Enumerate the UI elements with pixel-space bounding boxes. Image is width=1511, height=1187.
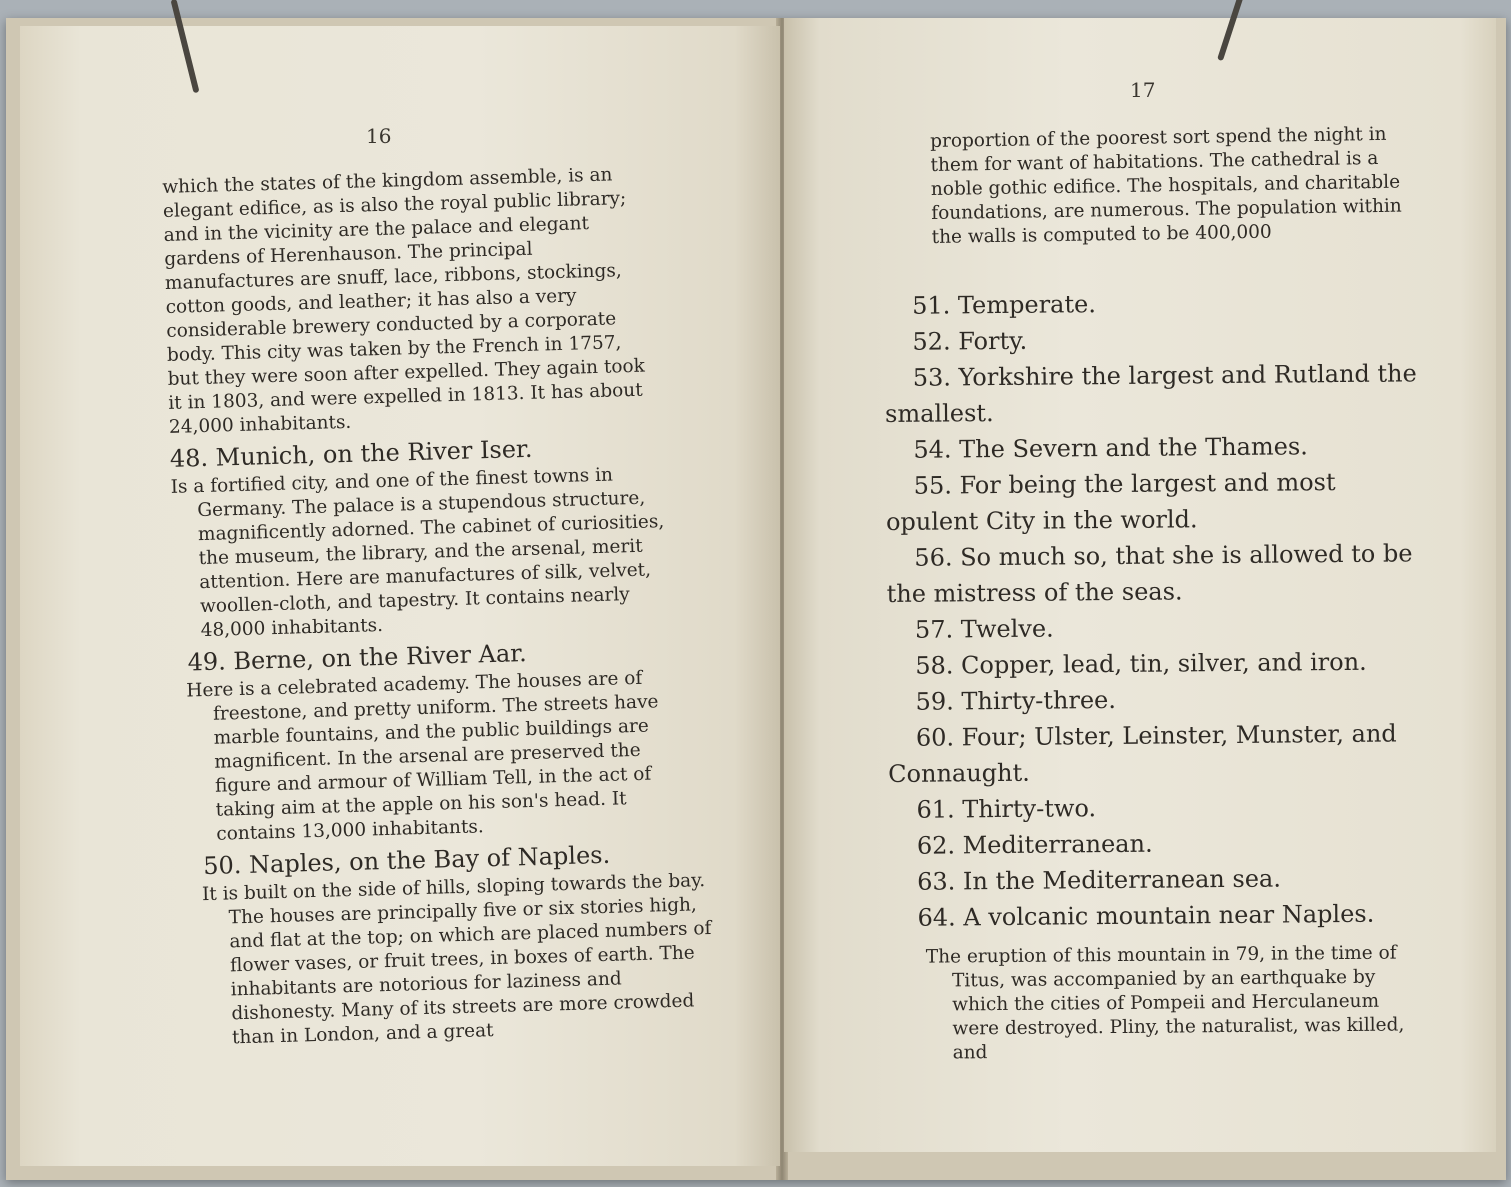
answer-54: 54. The Severn and the Thames. <box>913 432 1308 464</box>
answer-57: 57. Twelve. <box>914 614 1054 644</box>
right-continuation-block <box>930 122 1410 249</box>
answer-64: 64. A volcanic mountain near Naples. <box>917 899 1375 932</box>
answer-58: 58. Copper, lead, tin, silver, and iron. <box>915 647 1367 680</box>
left-page <box>20 26 780 1166</box>
entry-heading-48: 48. Munich, on the River Iser. <box>169 434 533 473</box>
answer-60: 60. Four; Ulster, Leinster, Munster, and Connaught. <box>888 719 1397 788</box>
eruption-note: The eruption of this mountain in 79, in the time of Titus, was accompanied by an earthquake by which the cities of Pompeii and Herculaneum were destroyed. Pliny, the naturalist, was killed, and <box>925 942 1405 1064</box>
answer-56: 56. So much so, that she is allowed to be the mistress of the seas. <box>886 539 1413 608</box>
answer-63: 63. In the Mediterranean sea. <box>917 864 1282 896</box>
intro-paragraph: which the states of the kingdom assemble, is an elegant edifice, as is also the royal public library; and in the vicinity are the palace and elegant gardens of Herenhauson. The principal manufactures are snuff, lace, ribbons, stockings, cotton goods, and leather; it has also a very considerable brewery conducted by a corporate body. This city was taken by the French in 1757, but they were soon after expelled. They again took it in 1803, and were expelled in 1813. It has about 24,000 inhabitants. <box>162 164 646 438</box>
answer-59: 59. Thirty-three. <box>915 685 1117 716</box>
right-page <box>784 18 1496 1152</box>
answer-51: 51. Temperate. <box>912 290 1097 320</box>
answer-62: 62. Mediterranean. <box>916 829 1153 860</box>
entry-body-48: Is a fortified city, and one of the finest towns in Germany. The palace is a stupendous structure, magnificently adorned. The cabinet of curiosities, the museum, the library, and the arsenal, merit attention. Here are manufactures of silk, velvet, woollen-cloth, and tapestry. It contains nearly 48,000 inhabitants. <box>170 464 665 642</box>
entry-heading-50: 50. Naples, on the Bay of Naples. <box>202 840 611 881</box>
open-book <box>6 18 1506 1180</box>
answer-53: 53. Yorkshire the largest and Rutland the smallest. <box>884 359 1417 428</box>
left-page-number: 16 <box>366 124 392 148</box>
answers-list <box>884 283 1431 1084</box>
answer-52: 52. Forty. <box>912 326 1028 356</box>
right-page-number: 17 <box>1130 78 1156 102</box>
entry-body-50: It is built on the side of hills, sloping towards the bay. The houses are principally five or six stories high, and flat at the top; on which are placed numbers of flower vases, or fruit trees, in boxes of earth. The inhabitants are notorious for laziness and dishonesty. Many of its streets are more crowded than in London, and a great <box>201 870 712 1049</box>
answer-55: 55. For being the largest and most opulent City in the world. <box>885 468 1336 536</box>
entry-body-49: Here is a celebrated academy. The houses are of freestone, and pretty uniform. The streets have marble fountains, and the public buildings are magnificent. In the arsenal are preserved the figure and armour of William Tell, in the act of taking aim at the apple on his son's head. It contains 13,000 inhabitants. <box>186 667 659 845</box>
left-page-text <box>162 162 712 1051</box>
continuation-paragraph: proportion of the poorest sort spend the night in them for want of habitations. The cathedral is a noble gothic edifice. The hospitals, and charitable foundations, are numerous. The population within the walls is computed to be 400,000 <box>930 123 1402 248</box>
answer-61: 61. Thirty-two. <box>916 794 1097 824</box>
entry-heading-49: 49. Berne, on the River Aar. <box>187 639 528 677</box>
